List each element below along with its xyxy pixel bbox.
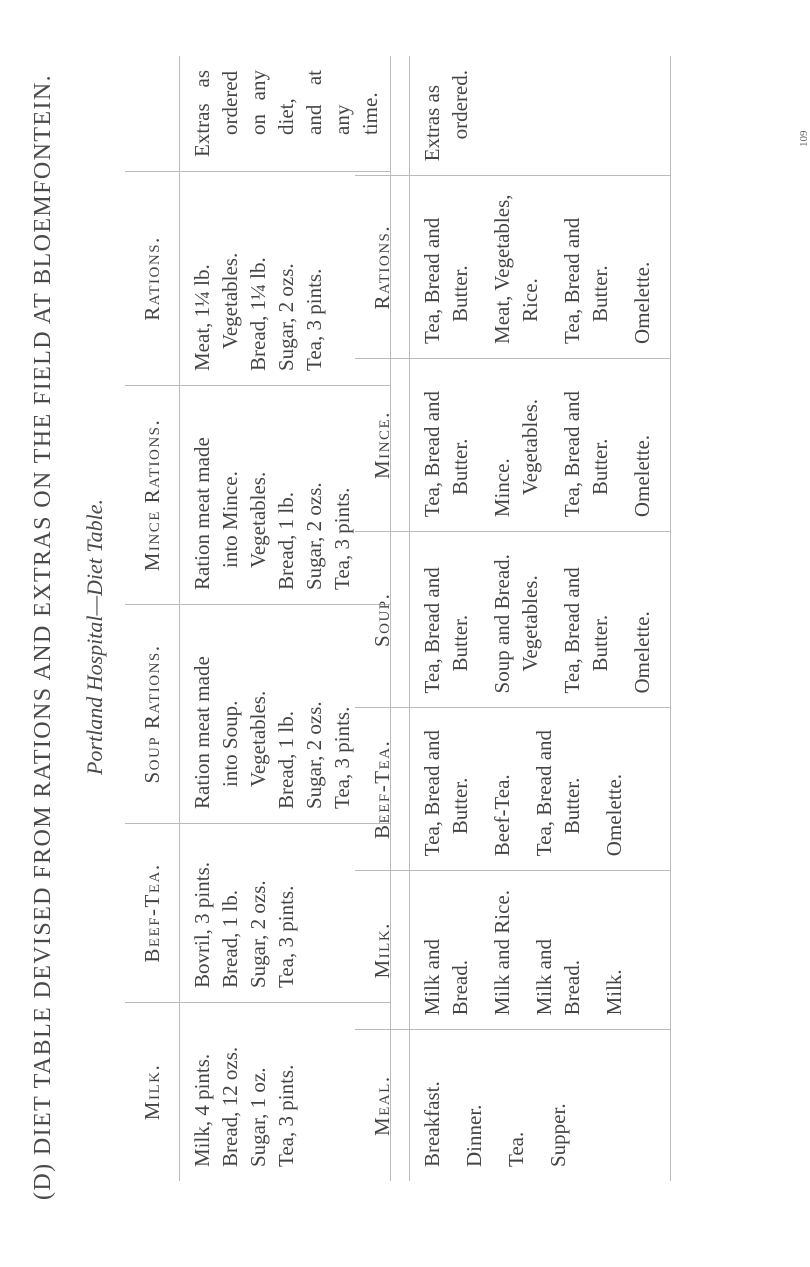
meal-item: Tea, Bread and Butter. [560, 567, 612, 694]
meal-item: Tea, Bread and Butter. [420, 567, 472, 694]
meals-header-milk: Milk. [355, 871, 410, 1030]
meal-item: Tea, Bread and Butter. [560, 390, 612, 518]
meal-name: Supper. [546, 1103, 570, 1167]
page-number: 109 [798, 130, 810, 147]
meals-col-rations [410, 176, 671, 359]
rations-item: Extras as ordered on any diet, and at any time. [190, 70, 382, 157]
meals-header-row [355, 56, 410, 1181]
rations-item: Bread, 1¼ lb. [246, 257, 270, 371]
rations-item: Ration meat made into Mince. Vegetables. [190, 437, 270, 590]
meals-col-milk [410, 871, 671, 1030]
meals-col-beef-tea [410, 708, 671, 871]
meal-item: Tea, Bread and Butter. [420, 390, 472, 518]
meal-item: Omelette. [602, 773, 626, 857]
meal-item: Mince. Vegetables. [490, 398, 542, 518]
meals-table [355, 56, 671, 1181]
rations-item: Tea, 3 pints. [274, 1064, 298, 1167]
rations-header-beef-tea: Beef-Tea. [125, 824, 180, 1003]
rations-item: Bovril, 3 pints. [190, 861, 214, 988]
rations-item: Milk, 4 pints. [190, 1053, 214, 1167]
meal-item: Omelette. [630, 261, 654, 344]
meal-item: Tea, Bread and Butter. [420, 217, 472, 344]
meal-item: Milk and Bread. [532, 938, 584, 1016]
rations-item: Sugar, 1 oz. [246, 1067, 270, 1167]
meal-item: Beef-Tea. [490, 774, 514, 857]
meals-col-mince [410, 358, 671, 531]
rations-header-milk: Milk. [125, 1003, 180, 1182]
meal-item: Tea, Bread and Butter. [532, 729, 584, 857]
rations-header-soup: Soup Rations. [125, 605, 180, 824]
rations-item: Tea, 3 pints. [330, 487, 354, 590]
meal-item: Soup and Bread. Vegetables. [490, 554, 542, 694]
meals-header-rations: Rations. [355, 176, 410, 359]
rations-header-mince: Mince Rations. [125, 386, 180, 605]
meal-item: Omelette. [630, 434, 654, 518]
meal-item: Milk and Rice. [490, 890, 514, 1016]
rations-item: Bread, 1 lb. [274, 711, 298, 809]
meal-item: Tea, Bread and Butter. [560, 217, 612, 344]
rations-item: Tea, 3 pints. [274, 885, 298, 988]
rations-item: Bread, 12 ozs. [218, 1046, 242, 1167]
meals-header-soup: Soup. [355, 532, 410, 708]
meals-header-mince: Mince. [355, 358, 410, 531]
rations-item: Ration meat made into Soup. Vegetables. [190, 656, 270, 809]
meal-item: Omelette. [630, 611, 654, 694]
rations-item: Sugar, 2 ozs. [274, 263, 298, 371]
meals-header-beef-tea: Beef-Tea. [355, 708, 410, 871]
rations-item: Sugar, 2 ozs. [302, 482, 326, 590]
meal-item: Milk. [602, 969, 626, 1016]
rations-header-extras [125, 56, 180, 172]
meal-item: Extras as ordered. [420, 69, 472, 162]
rations-item: Sugar, 2 ozs. [246, 880, 270, 988]
page-subtitle: Portland Hospital—Diet Table. [82, 498, 107, 776]
meal-item: Milk and Bread. [420, 938, 472, 1016]
meals-col-soup [410, 532, 671, 708]
page-title: (D) DIET TABLE DEVISED FROM RATIONS AND EXTRAS ON THE FIELD AT BLOEMFONTEIN. [30, 73, 56, 1201]
meal-item: Tea, Bread and Butter. [420, 729, 472, 857]
rations-item: Bread, 1 lb. [218, 890, 242, 988]
meal-item: Meat, Vegetables, Rice. [490, 194, 542, 344]
meal-name: Dinner. [462, 1104, 486, 1167]
rations-item: Bread, 1 lb. [274, 492, 298, 590]
meals-col-meal [410, 1030, 671, 1181]
rations-item: Meat, 1¼ lb. Vegetables. [190, 252, 242, 371]
meals-body-row [410, 56, 671, 1181]
rations-item: Tea, 3 pints. [330, 706, 354, 809]
rations-item: Sugar, 2 ozs. [302, 701, 326, 809]
meals-header-extras [355, 56, 410, 176]
rations-header-rations: Rations. [125, 172, 180, 386]
meal-name: Tea. [504, 1131, 528, 1167]
meals-col-extras [410, 56, 671, 176]
meals-header-meal: Meal. [355, 1030, 410, 1181]
meal-name: Breakfast. [420, 1081, 444, 1167]
rations-header-row [125, 56, 180, 1181]
rations-table [125, 56, 391, 1181]
rations-item: Tea, 3 pints. [302, 268, 326, 371]
